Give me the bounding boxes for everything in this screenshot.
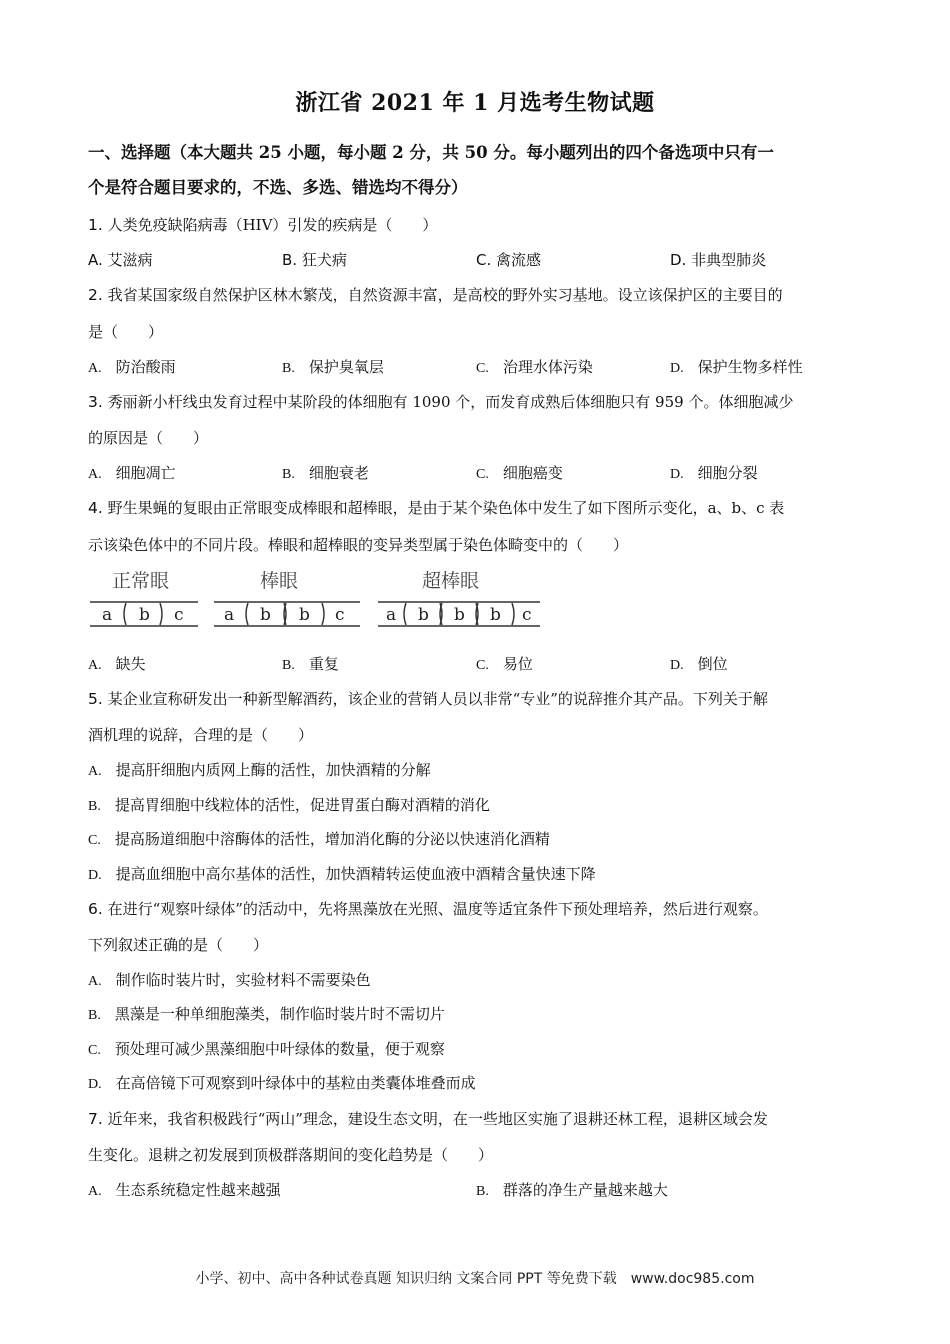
q4-option-d: D. 倒位 (670, 655, 728, 673)
q3-option-d: D. 细胞分裂 (670, 464, 758, 482)
segment-b: b (299, 605, 310, 625)
segment-c: c (335, 605, 345, 625)
segment-b: b (418, 605, 429, 625)
question-2-line2: 是（ ） (88, 323, 164, 341)
section-heading-line2: 个是符合题目要求的，不选、多选、错选均不得分） (88, 178, 468, 197)
question-3-line2: 的原因是（ ） (88, 429, 209, 447)
question-7-line1: 7. 近年来，我省积极践行“两山”理念，建设生态文明，在一些地区实施了退耕还林工程，退耕区域会发 (88, 1110, 768, 1128)
question-text: 人类免疫缺陷病毒（HIV）引发的疾病是（ ） (102, 216, 438, 234)
q7-option-b: B. 群落的净生产量越来越大 (476, 1181, 668, 1199)
question-1 (88, 215, 868, 235)
q6-option-b: B. 黑藻是一种单细胞藻类，制作临时装片时不需切片 (88, 1005, 445, 1023)
q2-option-d: D. 保护生物多样性 (670, 358, 803, 376)
question-7-line2: 生变化。退耕之初发展到顶极群落期间的变化趋势是（ ） (88, 1146, 494, 1164)
segment-b: b (139, 605, 150, 625)
q5-option-c: C. 提高肠道细胞中溶酶体的活性，增加消化酶的分泌以快速消化酒精 (88, 830, 550, 848)
label-normal-eye: 正常眼 (112, 570, 170, 592)
q1-option-d: D. 非典型肺炎 (670, 251, 767, 269)
q6-option-a: A. 制作临时装片时，实验材料不需要染色 (88, 971, 371, 989)
q2-option-b: B. 保护臭氧层 (282, 358, 384, 376)
q1-option-c: C. 禽流感 (476, 251, 542, 269)
q6-option-c: C. 预处理可减少黑藻细胞中叶绿体的数量，便于观察 (88, 1040, 445, 1058)
question-number: 4. (88, 499, 103, 517)
page-footer: 小学、初中、高中各种试卷真题 知识归纳 文案合同 PPT 等免费下载 www.doc985.com (195, 1271, 755, 1287)
q5-option-d: D. 提高血细胞中高尔基体的活性，加快酒精转运使血液中酒精含量快速下降 (88, 865, 596, 883)
chromosome-diagram (88, 566, 548, 636)
label-bar-eye: 棒眼 (260, 570, 299, 592)
q3-option-b: B. 细胞衰老 (282, 464, 369, 482)
q6-option-d: D. 在高倍镜下可观察到叶绿体中的基粒由类囊体堆叠而成 (88, 1074, 476, 1092)
question-6-line1: 6. 在进行“观察叶绿体”的活动中，先将黑藻放在光照、温度等适宜条件下预处理培养，然后进行观察。 (88, 900, 768, 918)
label-ultra-bar-eye: 超棒眼 (422, 570, 480, 592)
q5-option-b: B. 提高胃细胞中线粒体的活性，促进胃蛋白酶对酒精的消化 (88, 796, 490, 814)
question-number: 2. (88, 286, 103, 304)
q2-option-a: A. 防治酸雨 (88, 358, 176, 376)
segment-b: b (490, 605, 501, 625)
q5-option-a: A. 提高肝细胞内质网上酶的活性，加快酒精的分解 (88, 761, 431, 779)
question-4-line2: 示该染色体中的不同片段。棒眼和超棒眼的变异类型属于染色体畸变中的（ ） (88, 536, 629, 554)
q2-option-c: C. 治理水体污染 (476, 358, 593, 376)
q4-option-c: C. 易位 (476, 655, 533, 673)
q3-option-a: A. 细胞凋亡 (88, 464, 176, 482)
segment-b: b (260, 605, 271, 625)
q4-option-b: B. 重复 (282, 655, 339, 673)
q1-option-a: A. 艾滋病 (88, 251, 153, 269)
question-number: 6. (88, 900, 103, 918)
segment-a: a (386, 605, 397, 625)
question-4-line1: 4. 野生果蝇的复眼由正常眼变成棒眼和超棒眼，是由于某个染色体中发生了如下图所示变化，a、b、c 表 (88, 499, 785, 517)
segment-b: b (454, 605, 465, 625)
segment-a: a (224, 605, 235, 625)
q7-option-a: A. 生态系统稳定性越来越强 (88, 1181, 281, 1199)
question-number: 1. (88, 216, 103, 234)
question-5-line1: 5. 某企业宣称研发出一种新型解酒药，该企业的营销人员以非常“专业”的说辞推介其产品。下列关于解 (88, 690, 768, 708)
q3-option-c: C. 细胞癌变 (476, 464, 563, 482)
page-title: 浙江省 2021 年 1 月选考生物试题 (295, 90, 655, 116)
q1-option-b: B. 狂犬病 (282, 251, 347, 269)
segment-c: c (174, 605, 184, 625)
question-3-line1: 3. 秀丽新小杆线虫发育过程中某阶段的体细胞有 1090 个，而发育成熟后体细胞只有 959 个。体细胞减少 (88, 393, 794, 411)
question-5-line2: 酒机理的说辞，合理的是（ ） (88, 726, 314, 744)
question-number: 3. (88, 393, 103, 411)
segment-c: c (522, 605, 532, 625)
question-2-line1: 2. 我省某国家级自然保护区林木繁茂，自然资源丰富，是高校的野外实习基地。设立该保护区的主要目的 (88, 286, 783, 304)
question-6-line2: 下列叙述正确的是（ ） (88, 936, 269, 954)
q4-option-a: A. 缺失 (88, 655, 146, 673)
question-number: 7. (88, 1110, 103, 1128)
section-heading-line1: 一、选择题（本大题共 25 小题，每小题 2 分，共 50 分。每小题列出的四个备选项中只有一 (88, 143, 774, 162)
segment-a: a (102, 605, 113, 625)
question-number: 5. (88, 690, 103, 708)
